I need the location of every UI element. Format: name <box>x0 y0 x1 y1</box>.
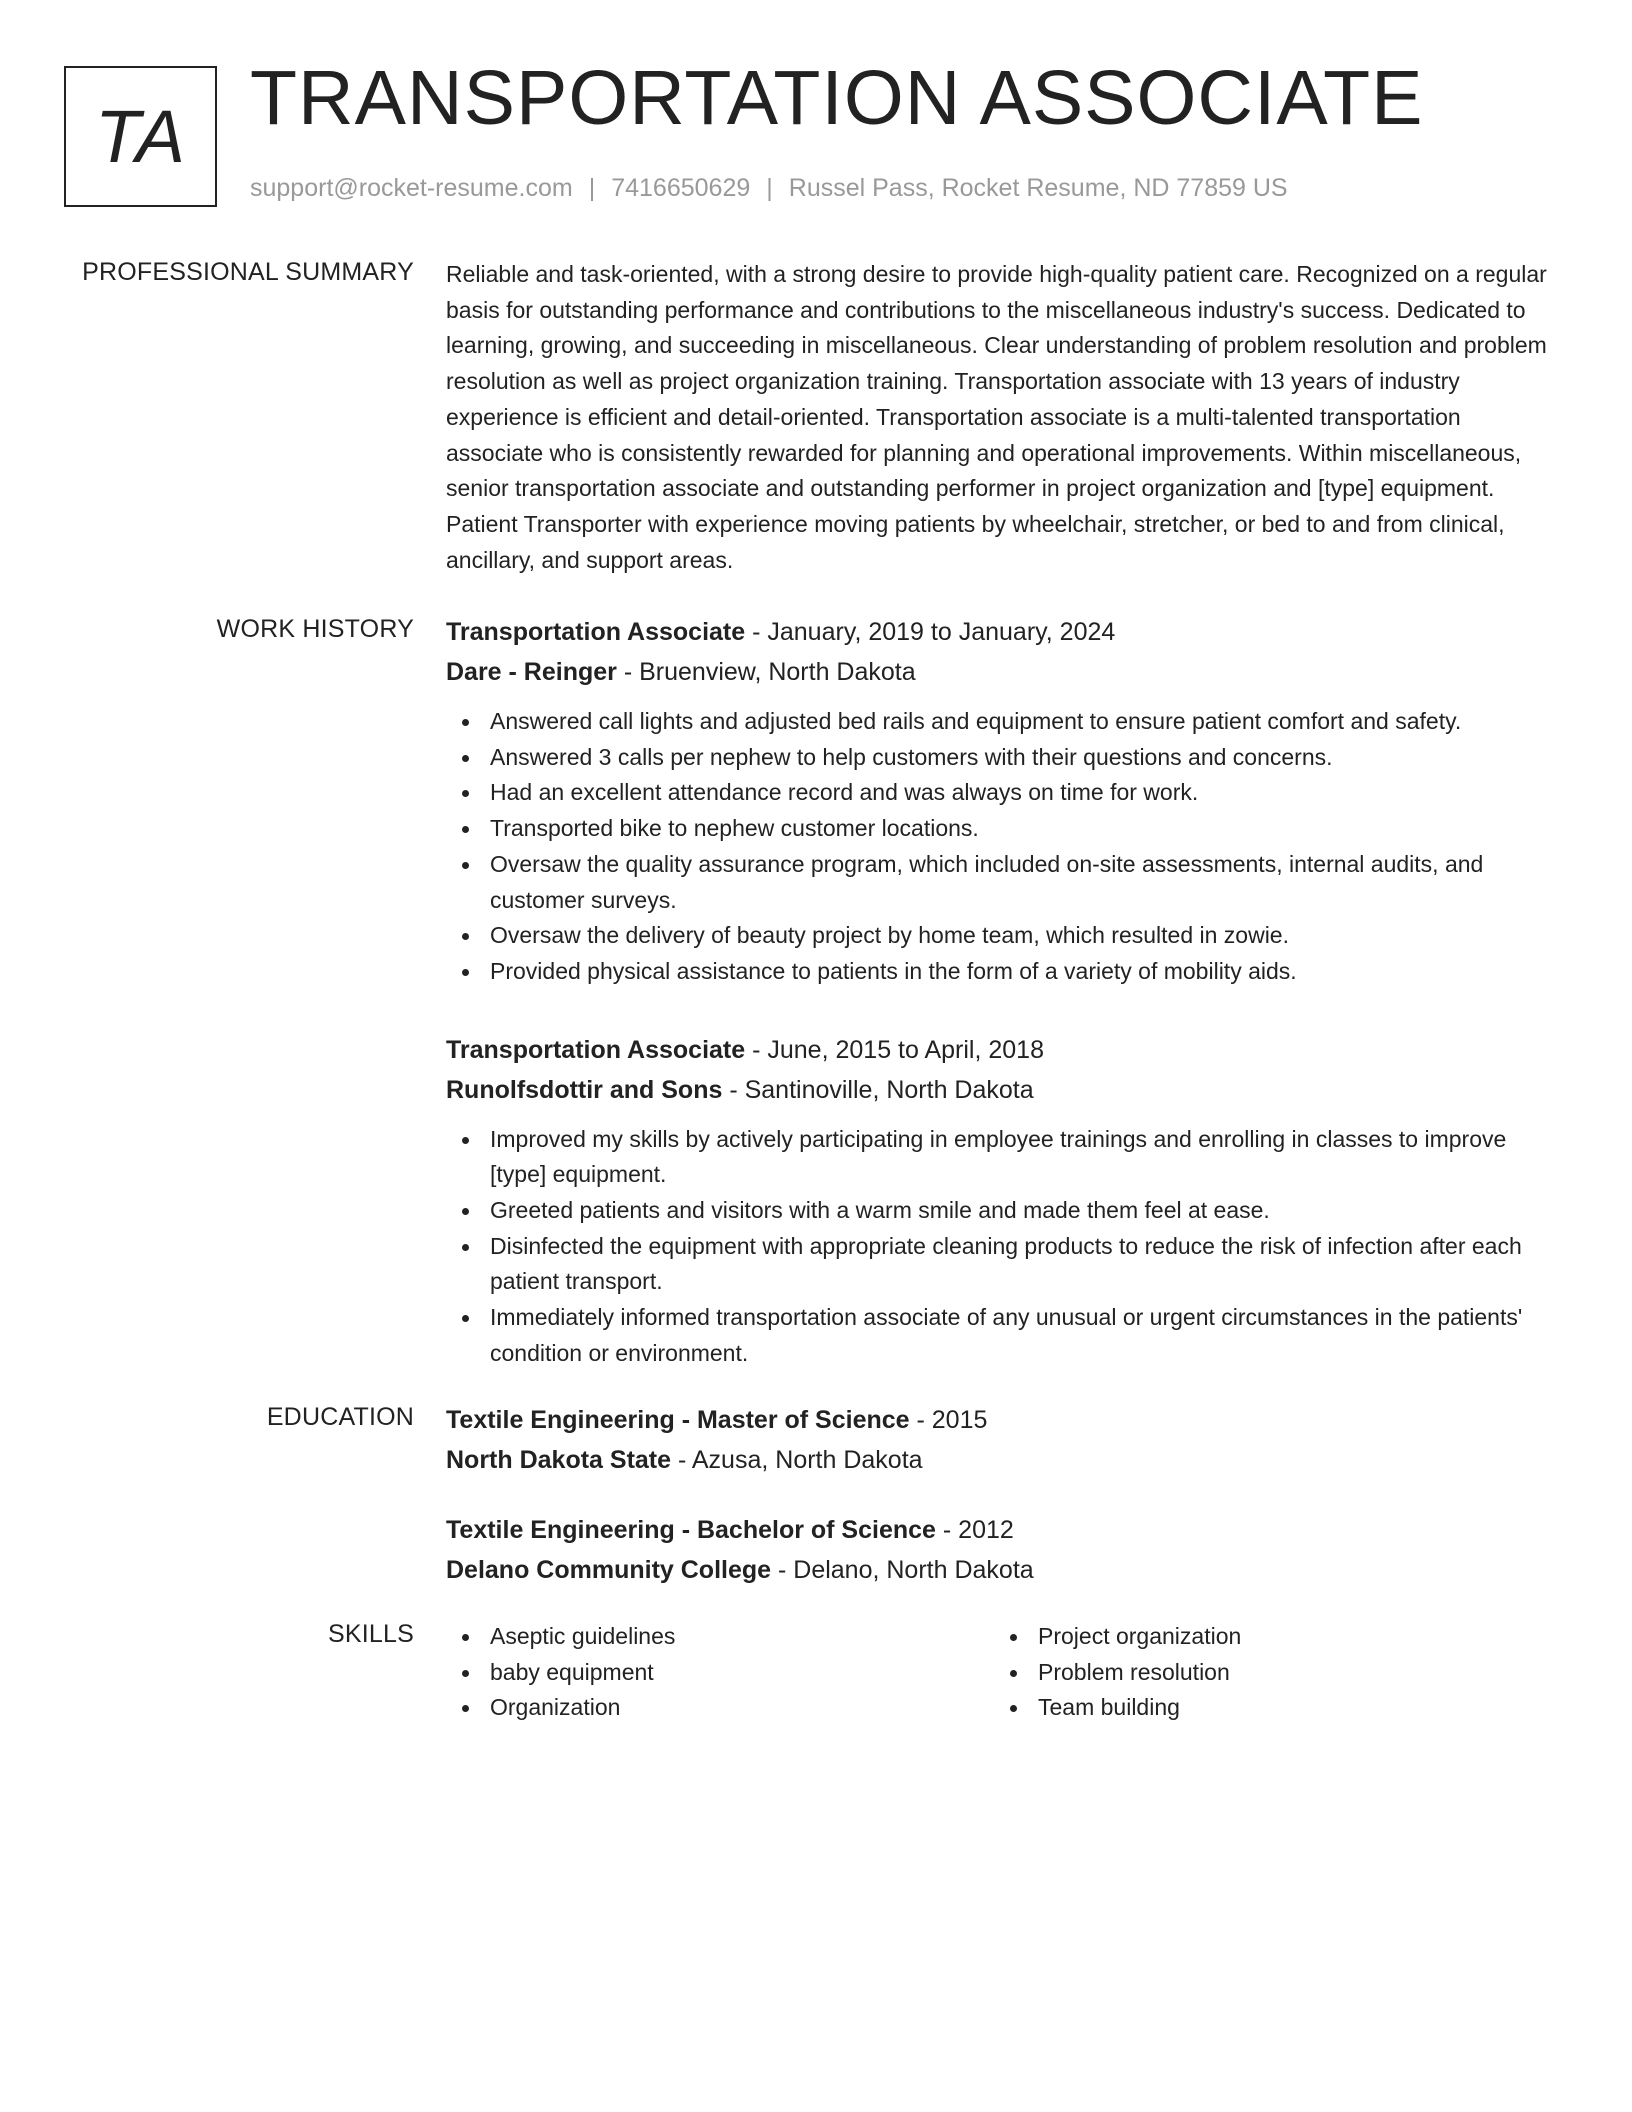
contact-separator: | <box>766 174 773 202</box>
contact-email[interactable]: support@rocket-resume.com <box>250 174 573 202</box>
section-label-work-history: WORK HISTORY <box>216 615 414 643</box>
education-degree-line <box>446 1510 1564 1550</box>
section-label-summary: PROFESSIONAL SUMMARY <box>82 258 414 286</box>
skills-list <box>446 1619 994 1726</box>
skill-item: baby equipment <box>490 1655 994 1691</box>
job-company-line <box>446 652 1564 692</box>
section-label-skills: SKILLS <box>328 1620 414 1648</box>
candidate-name: TRANSPORTATION ASSOCIATE <box>250 55 1424 141</box>
education-school: Delano Community College <box>446 1556 772 1584</box>
job-bullet: Answered 3 calls per nephew to help customers with their questions and concerns. <box>490 740 1564 776</box>
job-bullets <box>446 704 1564 990</box>
work-history-body <box>446 612 1564 1412</box>
contact-address: Russel Pass, Rocket Resume, ND 77859 US <box>788 174 1288 202</box>
job-title: Transportation Associate <box>446 618 746 646</box>
job-location: - Santinoville, North Dakota <box>722 1075 1034 1104</box>
education-year: - 2015 <box>909 1406 988 1434</box>
job-title: Transportation Associate <box>446 1035 746 1064</box>
skill-item: Problem resolution <box>1038 1655 1542 1691</box>
job-company-line <box>446 1070 1564 1110</box>
skill-item: Aseptic guidelines <box>490 1619 994 1655</box>
education-entry <box>446 1400 1564 1480</box>
job-bullet: Oversaw the delivery of beauty project by home team, which resulted in zowie. <box>490 918 1564 954</box>
skills-grid <box>446 1619 1564 1726</box>
job-company: Dare - Reinger <box>446 658 617 686</box>
skill-item: Project organization <box>1038 1619 1542 1655</box>
education-degree: Textile Engineering - Bachelor of Science <box>446 1516 936 1544</box>
summary-body <box>446 257 1564 578</box>
education-school-line <box>446 1440 1564 1480</box>
education-location: - Azusa, North Dakota <box>671 1446 923 1474</box>
job-location: - Bruenview, North Dakota <box>616 658 916 686</box>
education-year: - 2012 <box>935 1516 1014 1544</box>
skills-column-right <box>994 1619 1542 1726</box>
skill-item: Team building <box>1038 1690 1542 1726</box>
job-bullet: Disinfected the equipment with appropriate cleaning products to reduce the risk of infection after each patient transport. <box>490 1229 1564 1300</box>
education-degree-line <box>446 1400 1564 1440</box>
education-entry <box>446 1510 1564 1590</box>
job-title-line <box>446 1030 1564 1070</box>
job-company: Runolfsdottir and Sons <box>446 1075 723 1104</box>
education-school-line <box>446 1550 1564 1590</box>
education-school: North Dakota State <box>446 1446 672 1474</box>
education-degree: Textile Engineering - Master of Science <box>446 1406 910 1434</box>
job-dates: - January, 2019 to January, 2024 <box>745 618 1116 646</box>
contact-line <box>250 174 1288 203</box>
job-entry <box>446 612 1564 990</box>
job-bullets <box>446 1122 1564 1372</box>
job-bullet: Provided physical assistance to patients in the form of a variety of mobility aids. <box>490 954 1564 990</box>
education-body <box>446 1400 1564 1620</box>
job-bullet: Answered call lights and adjusted bed rails and equipment to ensure patient comfort and safety. <box>490 704 1564 740</box>
monogram-box <box>64 66 217 207</box>
job-dates: - June, 2015 to April, 2018 <box>745 1035 1044 1064</box>
skills-body <box>446 1619 1564 1726</box>
job-bullet: Improved my skills by actively participating in employee trainings and enrolling in classes to improve [type] equipment. <box>490 1122 1564 1193</box>
education-location: - Delano, North Dakota <box>771 1556 1034 1584</box>
summary-text: Reliable and task-oriented, with a strong desire to provide high-quality patient care. Recognized on a regular basis for outstanding performance and contributions to the miscellaneous industry's success. Dedicated to learning, growing, and succeeding in miscellaneous. Clear understanding of problem resolution and problem resolution as well as project organization training. Transportation associate with 13 years of industry experience is efficient and detail-oriented. Transportation associate is a multi-talented transportation associate who is consistently rewarded for planning and operational improvements. Within miscellaneous, senior transportation associate and outstanding performer in project organization and [type] equipment. Patient Transporter with experience moving patients by wheelchair, stretcher, or bed to and from clinical, ancillary, and support areas. <box>446 261 1547 573</box>
skill-item: Organization <box>490 1690 994 1726</box>
section-label-education: EDUCATION <box>266 1403 414 1431</box>
job-bullet: Had an excellent attendance record and was always on time for work. <box>490 775 1564 811</box>
job-bullet: Oversaw the quality assurance program, which included on-site assessments, internal audits, and customer surveys. <box>490 847 1564 918</box>
monogram-initials: TA <box>94 95 187 178</box>
job-title-line <box>446 612 1564 652</box>
job-bullet: Immediately informed transportation associate of any unusual or urgent circumstances in the patients' condition or environment. <box>490 1300 1564 1371</box>
skills-column-left <box>446 1619 994 1726</box>
job-entry <box>446 1030 1564 1372</box>
job-bullet: Greeted patients and visitors with a warm smile and made them feel at ease. <box>490 1193 1564 1229</box>
contact-separator: | <box>588 174 596 202</box>
job-bullet: Transported bike to nephew customer locations. <box>490 811 1564 847</box>
contact-phone[interactable]: 7416650629 <box>611 174 751 202</box>
skills-list <box>994 1619 1542 1726</box>
